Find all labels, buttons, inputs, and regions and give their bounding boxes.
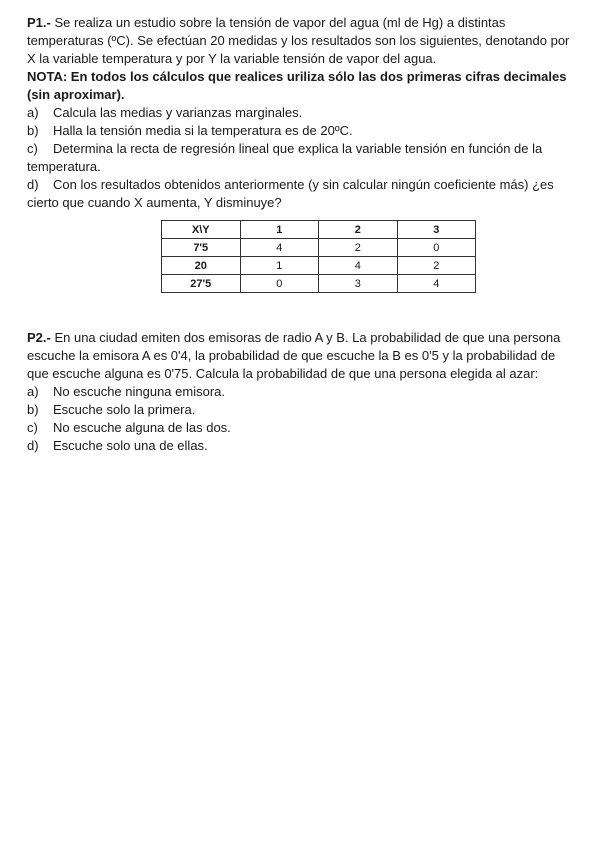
p2-item-b: [27, 401, 577, 419]
table-cell: 3: [319, 275, 398, 293]
problem-1: [27, 14, 577, 212]
header-cell: 1: [240, 221, 319, 239]
item-marker: b): [27, 123, 39, 138]
p1-item-d: [27, 176, 577, 212]
table-row: [162, 275, 476, 293]
problem-2: [27, 329, 577, 455]
item-marker: a): [27, 384, 39, 399]
header-cell: 2: [319, 221, 398, 239]
table-cell: 0: [397, 239, 476, 257]
item-text: Con los resultados obtenidos anteriormente (y sin calcular ningún coeficiente más) ¿es cierto que cuando X aumenta, Y disminuye?: [27, 177, 554, 210]
p2-intro-text: En una ciudad emiten dos emisoras de radio A y B. La probabilidad de que una persona escuche la emisora A es 0'4, la probabilidad de que escuche la B es 0'5 y la probabilidad de que escuche alguna es 0'75. Calcula la probabilidad de que una persona elegida al azar:: [27, 330, 561, 381]
item-marker: a): [27, 105, 39, 120]
table-cell: 4: [240, 239, 319, 257]
item-text: Determina la recta de regresión lineal que explica la variable tensión en función de la temperatura.: [27, 141, 543, 174]
item-marker: d): [27, 438, 39, 453]
item-marker: c): [27, 420, 38, 435]
row-header-cell: 7'5: [162, 239, 241, 257]
item-marker: c): [27, 141, 38, 156]
table-cell: 1: [240, 257, 319, 275]
header-cell: 3: [397, 221, 476, 239]
p1-label: P1.-: [27, 15, 51, 30]
p1-note: NOTA: En todos los cálculos que realices uriliza sólo las dos primeras cifras decimales (sin aproximar).: [27, 69, 567, 102]
p1-item-a: [27, 104, 577, 122]
row-header-cell: 27'5: [162, 275, 241, 293]
frequency-table: [161, 220, 476, 293]
table-cell: 4: [397, 275, 476, 293]
header-cell: X\Y: [162, 221, 241, 239]
table-cell: 4: [319, 257, 398, 275]
item-text: Escuche solo una de ellas.: [53, 438, 208, 453]
table-header-row: [162, 221, 476, 239]
table-cell: 2: [397, 257, 476, 275]
p2-label: P2.-: [27, 330, 51, 345]
row-header-cell: 20: [162, 257, 241, 275]
table-row: [162, 239, 476, 257]
item-text: Calcula las medias y varianzas marginales.: [53, 105, 303, 120]
table-cell: 2: [319, 239, 398, 257]
p1-item-c: [27, 140, 577, 176]
table-cell: 0: [240, 275, 319, 293]
item-marker: b): [27, 402, 39, 417]
p2-item-d: [27, 437, 577, 455]
p1-item-b: [27, 122, 577, 140]
p2-intro: [27, 329, 577, 383]
p1-intro-text: Se realiza un estudio sobre la tensión de vapor del agua (ml de Hg) a distintas temperaturas (ºC). Se efectúan 20 medidas y los resultados son los siguientes, denotando por X la variable temperatura y por Y la variable tensión de vapor del agua.: [27, 15, 570, 66]
item-text: No escuche alguna de las dos.: [53, 420, 231, 435]
item-text: No escuche ninguna emisora.: [53, 384, 225, 399]
item-text: Escuche solo la primera.: [53, 402, 196, 417]
item-text: Halla la tensión media si la temperatura es de 20ºC.: [53, 123, 353, 138]
p2-item-c: [27, 419, 577, 437]
table-row: [162, 257, 476, 275]
p1-intro: [27, 14, 577, 68]
item-marker: d): [27, 177, 39, 192]
p2-item-a: [27, 383, 577, 401]
